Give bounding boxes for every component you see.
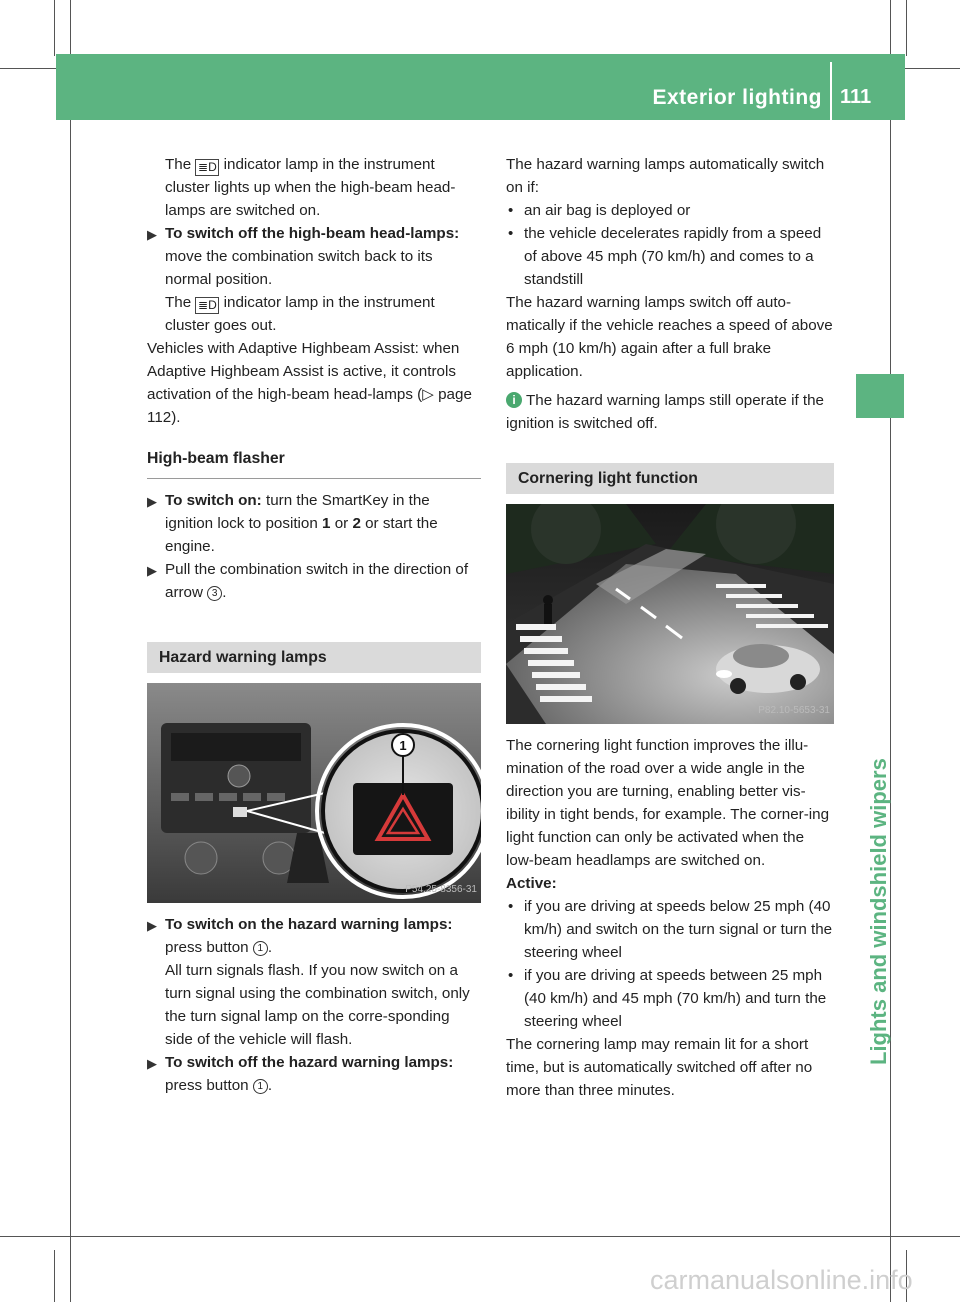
paragraph: The hazard warning lamps automatically switch on if: <box>506 156 825 196</box>
header-separator <box>830 62 832 120</box>
info-note: i The hazard warning lamps still operate if the ignition is switched off. <box>506 392 824 432</box>
image-code: P82.10-5653-31 <box>758 705 830 716</box>
crop-mark <box>70 0 71 1302</box>
arrow-icon: ▶ <box>147 227 157 242</box>
arrow-icon: ▶ <box>147 1056 157 1071</box>
cornering-light-image <box>506 504 834 724</box>
hazard-switch-image <box>147 683 481 903</box>
crop-mark <box>0 1236 960 1237</box>
crop-mark <box>906 0 907 56</box>
instruction-item: ▶ To switch on the hazard warning lamps: press button 1 . <box>147 916 453 956</box>
active-label: Active: <box>506 875 557 892</box>
header-title: Exterior lighting <box>652 86 822 109</box>
callout-number: 1 <box>253 1079 268 1094</box>
instruction-item: ▶ To switch off the high-beam head-lamps: move the combination switch back to its normal position. <box>147 225 460 288</box>
chapter-label: Lights and windshield wipers <box>866 758 891 1065</box>
high-beam-indicator-icon: ≣D <box>195 297 219 314</box>
callout-number: 3 <box>207 586 222 601</box>
page-number: 111 <box>840 86 872 108</box>
vehicles-paragraph: Vehicles with Adaptive Highbeam Assist: when Adaptive Highbeam Assist is active, it controls activation of the high-beam head-lamps (▷ page 112). <box>147 340 472 426</box>
instruction-item: ▶ Pull the combination switch in the direction of arrow 3 . <box>147 561 469 601</box>
bullet-item: • an air bag is deployed or <box>508 202 691 219</box>
high-beam-indicator-icon: ≣D <box>195 159 219 176</box>
instruction-item: ▶ To switch off the hazard warning lamps: press button 1 . <box>147 1054 454 1094</box>
crop-mark <box>54 1250 55 1302</box>
paragraph: The cornering light function improves the illu-mination of the road over a wide angle in the direction you are turning, enabling better vis-ibility in tight bends, for example. The corner-ing light function can only be activated when the low-beam headlamps are switched on. <box>506 737 830 869</box>
paragraph: The ≣D indicator lamp in the instrument cluster goes out. <box>165 294 435 334</box>
cornering-light-illustration <box>506 504 834 724</box>
instruction-item: ▶ To switch on: turn the SmartKey in the ignition lock to position 1 or 2 or start the engine. <box>147 492 438 555</box>
paragraph: The cornering lamp may remain lit for a short time, but is automatically switched off after no more than three minutes. <box>506 1036 813 1099</box>
crop-mark <box>54 0 55 56</box>
right-column <box>506 153 834 1102</box>
paragraph: The hazard warning lamps switch off auto-matically if the vehicle reaches a speed of above 6 mph (10 km/h) again after a full brake application. <box>506 294 833 380</box>
image-callout: 1 <box>399 738 407 753</box>
section-heading: Cornering light function <box>506 463 834 494</box>
bullet-item: • if you are driving at speeds between 25 mph (40 km/h) and 45 mph (70 km/h) and turn the steering wheel <box>508 967 827 1030</box>
arrow-icon: ▶ <box>147 918 157 933</box>
arrow-icon: ▶ <box>147 563 157 578</box>
crop-mark <box>890 0 891 1302</box>
info-icon: i <box>506 392 522 408</box>
paragraph: All turn signals flash. If you now switch on a turn signal using the combination switch, only the turn signal lamp on the corre-sponding side of the vehicle will flash. <box>165 962 470 1048</box>
bullet-item: • the vehicle decelerates rapidly from a speed of above 45 mph (70 km/h) and comes to a standstill <box>508 225 822 288</box>
hazard-switch-illustration <box>147 683 481 903</box>
bullet-item: • if you are driving at speeds below 25 mph (40 km/h) and switch on the turn signal or turn the steering wheel <box>508 898 833 961</box>
section-heading: Hazard warning lamps <box>147 642 481 673</box>
chapter-tab <box>856 374 904 418</box>
watermark: carmanualsonline.info <box>650 1265 913 1295</box>
paragraph: The ≣D indicator lamp in the instrument cluster lights up when the high-beam head-lamps are switched on. <box>165 156 456 219</box>
arrow-icon: ▶ <box>147 494 157 509</box>
left-column <box>147 153 481 1097</box>
callout-number: 1 <box>253 941 268 956</box>
section-heading: High-beam flasher <box>147 447 481 479</box>
image-code: P54.25-8356-31 <box>405 884 477 895</box>
